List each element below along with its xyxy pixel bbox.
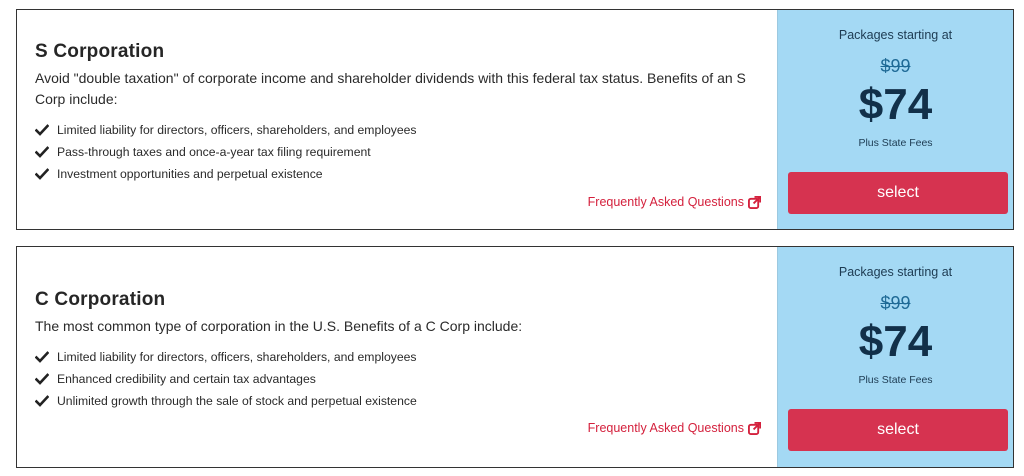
select-button[interactable]: select: [788, 409, 1008, 451]
original-price: $99: [880, 293, 911, 313]
packages-starting-label: Packages starting at: [838, 28, 953, 42]
feature-list: [35, 346, 759, 412]
sale-price: $74: [858, 317, 933, 366]
feature-list: [35, 119, 759, 185]
s-corporation-card: [16, 9, 1014, 230]
c-corporation-card: [16, 246, 1014, 468]
original-price: $99: [880, 56, 911, 76]
external-link-icon: [748, 422, 761, 435]
feature-item: [35, 163, 759, 185]
feature-item: [35, 390, 759, 412]
state-fees-label: Plus State Fees: [858, 137, 933, 149]
sale-price: $74: [858, 80, 933, 129]
external-link-icon: [748, 196, 761, 209]
check-icon: [35, 145, 49, 159]
feature-text: Investment opportunities and perpetual existence: [57, 167, 323, 181]
check-icon: [35, 167, 49, 181]
check-icon: [35, 394, 49, 408]
check-icon: [35, 372, 49, 386]
feature-text: Pass-through taxes and once-a-year tax filing requirement: [57, 145, 371, 159]
card-description: Avoid "double taxation" of corporate income and shareholder dividends with this federal tax status. Benefits of an S Corp include:: [35, 70, 746, 107]
select-button[interactable]: select: [788, 172, 1008, 214]
feature-text: Limited liability for directors, officers, shareholders, and employees: [57, 123, 417, 137]
faq-link[interactable]: [588, 421, 761, 435]
check-icon: [35, 123, 49, 137]
card-title: C Corporation: [35, 289, 166, 310]
card-title: S Corporation: [35, 41, 165, 62]
card-info: [17, 247, 777, 467]
price-panel: [777, 10, 1013, 229]
feature-text: Enhanced credibility and certain tax advantages: [57, 372, 316, 386]
feature-item: [35, 141, 759, 163]
state-fees-label: Plus State Fees: [858, 374, 933, 386]
card-info: [17, 10, 777, 229]
check-icon: [35, 350, 49, 364]
packages-starting-label: Packages starting at: [838, 265, 953, 279]
feature-text: Unlimited growth through the sale of stock and perpetual existence: [57, 394, 417, 408]
feature-item: [35, 368, 759, 390]
faq-label: Frequently Asked Questions: [587, 195, 744, 209]
feature-item: [35, 119, 759, 141]
faq-label: Frequently Asked Questions: [587, 421, 744, 435]
card-description: The most common type of corporation in the U.S. Benefits of a C Corp include:: [35, 318, 523, 334]
price-panel: [777, 247, 1013, 467]
feature-text: Limited liability for directors, officers, shareholders, and employees: [57, 350, 417, 364]
faq-link[interactable]: [588, 195, 761, 209]
feature-item: [35, 346, 759, 368]
